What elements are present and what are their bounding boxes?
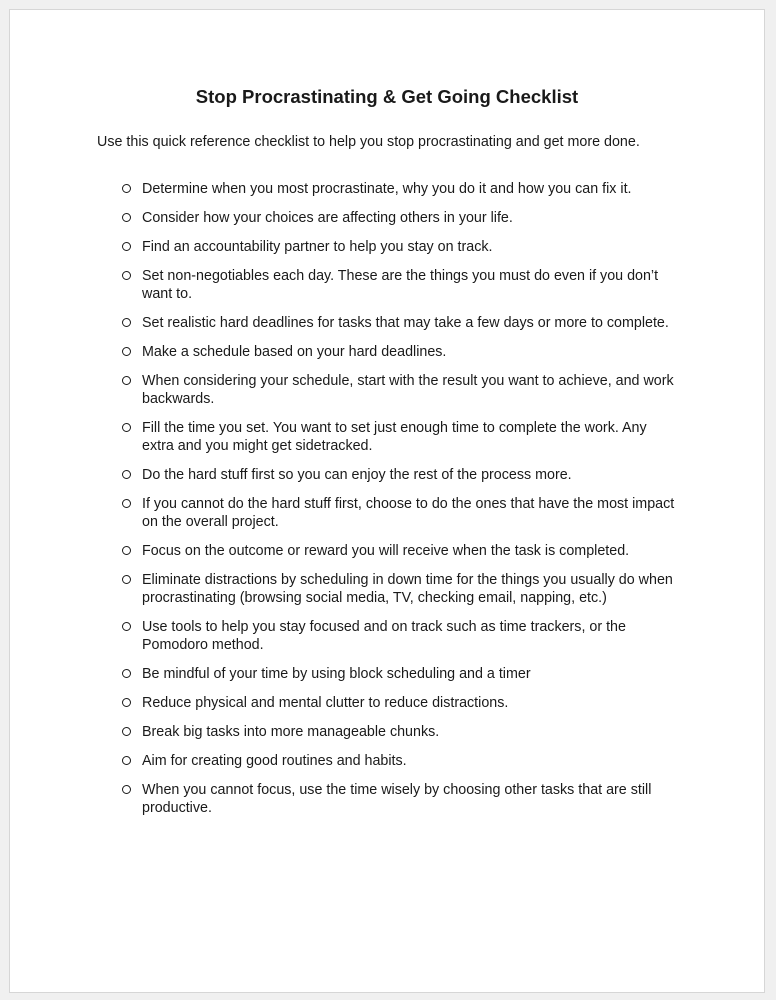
checklist-item-text: When considering your schedule, start with the result you want to achieve, and work backwards. [142, 373, 674, 407]
checklist-item-text: Eliminate distractions by scheduling in down time for the things you usually do when procrastinating (browsing social media, TV, checking email, napping, etc.) [142, 572, 673, 606]
checklist-item [119, 752, 679, 770]
checklist-item [119, 618, 679, 654]
checklist-item-text: Determine when you most procrastinate, why you do it and how you can fix it. [142, 181, 632, 197]
checklist-item-text: Use tools to help you stay focused and on track such as time trackers, or the Pomodoro method. [142, 619, 626, 653]
checklist-item-text: Do the hard stuff first so you can enjoy the rest of the process more. [142, 467, 572, 483]
checklist [119, 180, 679, 828]
checklist-item-text: Reduce physical and mental clutter to reduce distractions. [142, 695, 509, 711]
checkbox-circle-icon[interactable] [122, 499, 131, 508]
checklist-item-text: Make a schedule based on your hard deadlines. [142, 344, 447, 360]
checklist-item [119, 571, 679, 607]
checkbox-circle-icon[interactable] [122, 698, 131, 707]
checklist-item-text: Be mindful of your time by using block scheduling and a timer [142, 666, 531, 682]
checkbox-circle-icon[interactable] [122, 184, 131, 193]
checklist-item-text: Aim for creating good routines and habits. [142, 753, 407, 769]
checklist-item [119, 372, 679, 408]
checklist-item-text: When you cannot focus, use the time wisely by choosing other tasks that are still productive. [142, 782, 652, 816]
checklist-item [119, 694, 679, 712]
checklist-item [119, 238, 679, 256]
checkbox-circle-icon[interactable] [122, 546, 131, 555]
checkbox-circle-icon[interactable] [122, 242, 131, 251]
checkbox-circle-icon[interactable] [122, 669, 131, 678]
checkbox-circle-icon[interactable] [122, 470, 131, 479]
document-page [9, 9, 765, 993]
checklist-item-text: Focus on the outcome or reward you will receive when the task is completed. [142, 543, 630, 559]
checklist-item [119, 180, 679, 198]
checklist-item-text: Consider how your choices are affecting others in your life. [142, 210, 513, 226]
checklist-item [119, 419, 679, 455]
checklist-item [119, 314, 679, 332]
checklist-item [119, 542, 679, 560]
checkbox-circle-icon[interactable] [122, 756, 131, 765]
checkbox-circle-icon[interactable] [122, 575, 131, 584]
checkbox-circle-icon[interactable] [122, 271, 131, 280]
checklist-item-text: If you cannot do the hard stuff first, choose to do the ones that have the most impact on the overall project. [142, 496, 675, 530]
checkbox-circle-icon[interactable] [122, 622, 131, 631]
checklist-item-text: Set non-negotiables each day. These are the things you must do even if you don’t want to. [142, 268, 659, 302]
checklist-item [119, 781, 679, 817]
checkbox-circle-icon[interactable] [122, 727, 131, 736]
checklist-item-text: Set realistic hard deadlines for tasks that may take a few days or more to complete. [142, 315, 669, 331]
intro-text: Use this quick reference checklist to help you stop procrastinating and get more done. [97, 134, 640, 150]
checkbox-circle-icon[interactable] [122, 318, 131, 327]
checkbox-circle-icon[interactable] [122, 347, 131, 356]
checkbox-circle-icon[interactable] [122, 785, 131, 794]
checklist-item [119, 723, 679, 741]
checklist-item [119, 466, 679, 484]
checklist-item-text: Fill the time you set. You want to set just enough time to complete the work. Any extra and you might get sidetracked. [142, 420, 647, 454]
checklist-item [119, 343, 679, 361]
checklist-item [119, 495, 679, 531]
checkbox-circle-icon[interactable] [122, 213, 131, 222]
checklist-item-text: Find an accountability partner to help you stay on track. [142, 239, 493, 255]
checklist-item [119, 665, 679, 683]
checkbox-circle-icon[interactable] [122, 423, 131, 432]
checklist-item [119, 267, 679, 303]
page-title: Stop Procrastinating & Get Going Checklist [195, 86, 579, 107]
checkbox-circle-icon[interactable] [122, 376, 131, 385]
checklist-item-text: Break big tasks into more manageable chunks. [142, 724, 440, 740]
checklist-item [119, 209, 679, 227]
